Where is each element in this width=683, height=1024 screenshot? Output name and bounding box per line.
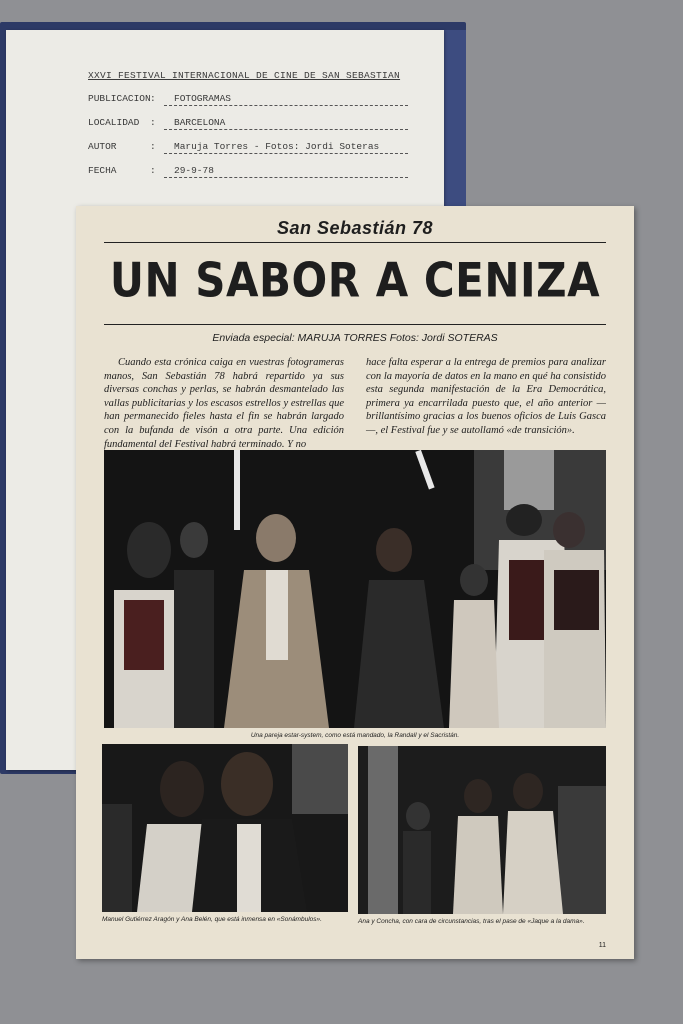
headline: UN SABOR A CENIZA (109, 253, 601, 308)
main-photo-image (104, 450, 606, 728)
section-kicker: San Sebastián 78 (276, 218, 434, 238)
left-photo-caption: Manuel Gutiérrez Aragón y Ana Belén, que está inmensa en «Sonámbulos». (102, 916, 322, 923)
field-value: 29-9-78 (164, 165, 408, 178)
right-photo (358, 746, 606, 914)
right-photo-image (358, 746, 606, 914)
field-row-fecha (88, 165, 408, 189)
page-number: 11 (598, 942, 606, 949)
field-row-autor (88, 141, 408, 165)
field-colon: : (150, 165, 156, 176)
field-colon: : (150, 141, 156, 152)
field-row-localidad (88, 117, 408, 141)
byline: Enviada especial: MARUJA TORRES Fotos: Jordi SOTERAS (212, 332, 498, 344)
field-label: LOCALIDAD (88, 117, 140, 128)
field-colon: : (150, 117, 156, 128)
article-column-2: hace falta esperar a la entrega de premios para analizar con la mayoría de datos en la mano en qué ha consistido esta segunda manifestación de la Era Democrática, primera ya encarrilada puesto que, el año anterior —brillantísimo gracias a los buenos oficios de Luis Gasca—, el Festival fue y se autollamó «de transición». (366, 357, 606, 436)
article-column-1: Cuando esta crónica caiga en vuestras fotogrameras manos, San Sebastián 78 habrá repartido ya sus diversas conchas y perlas, se habrán desmantelado las vallas publicitarias y los escasos estrellos y estrellas que han permanecido fieles hasta el fin se habrán largado con la bufanda de visón a otra parte. Una edición fundamental del Festival habrá terminado. Y no (104, 357, 344, 450)
binder-spine (444, 30, 466, 208)
headline-rule (104, 324, 606, 325)
field-label: FECHA (88, 165, 117, 176)
index-card (88, 70, 408, 189)
main-photo-caption: Una pareja estar-system, como está mandado, la Randall y el Sacristán. (250, 732, 460, 739)
field-value: Maruja Torres - Fotos: Jordi Soteras (164, 141, 408, 154)
field-value: FOTOGRAMAS (164, 93, 408, 106)
field-row-publicacion (88, 93, 408, 117)
index-card-title: XXVI FESTIVAL INTERNACIONAL DE CINE DE SAN SEBASTIAN (88, 70, 401, 81)
field-colon: : (150, 93, 156, 104)
field-label: AUTOR (88, 141, 117, 152)
field-value: BARCELONA (164, 117, 408, 130)
left-photo-image (102, 744, 348, 912)
newspaper-clipping (76, 206, 634, 959)
right-photo-caption: Ana y Concha, con cara de circunstancias, tras el pase de «Jaque a la dama». (358, 918, 585, 925)
main-photo (104, 450, 606, 728)
top-rule (104, 242, 606, 243)
left-photo (102, 744, 348, 912)
field-label: PUBLICACION (88, 93, 151, 104)
